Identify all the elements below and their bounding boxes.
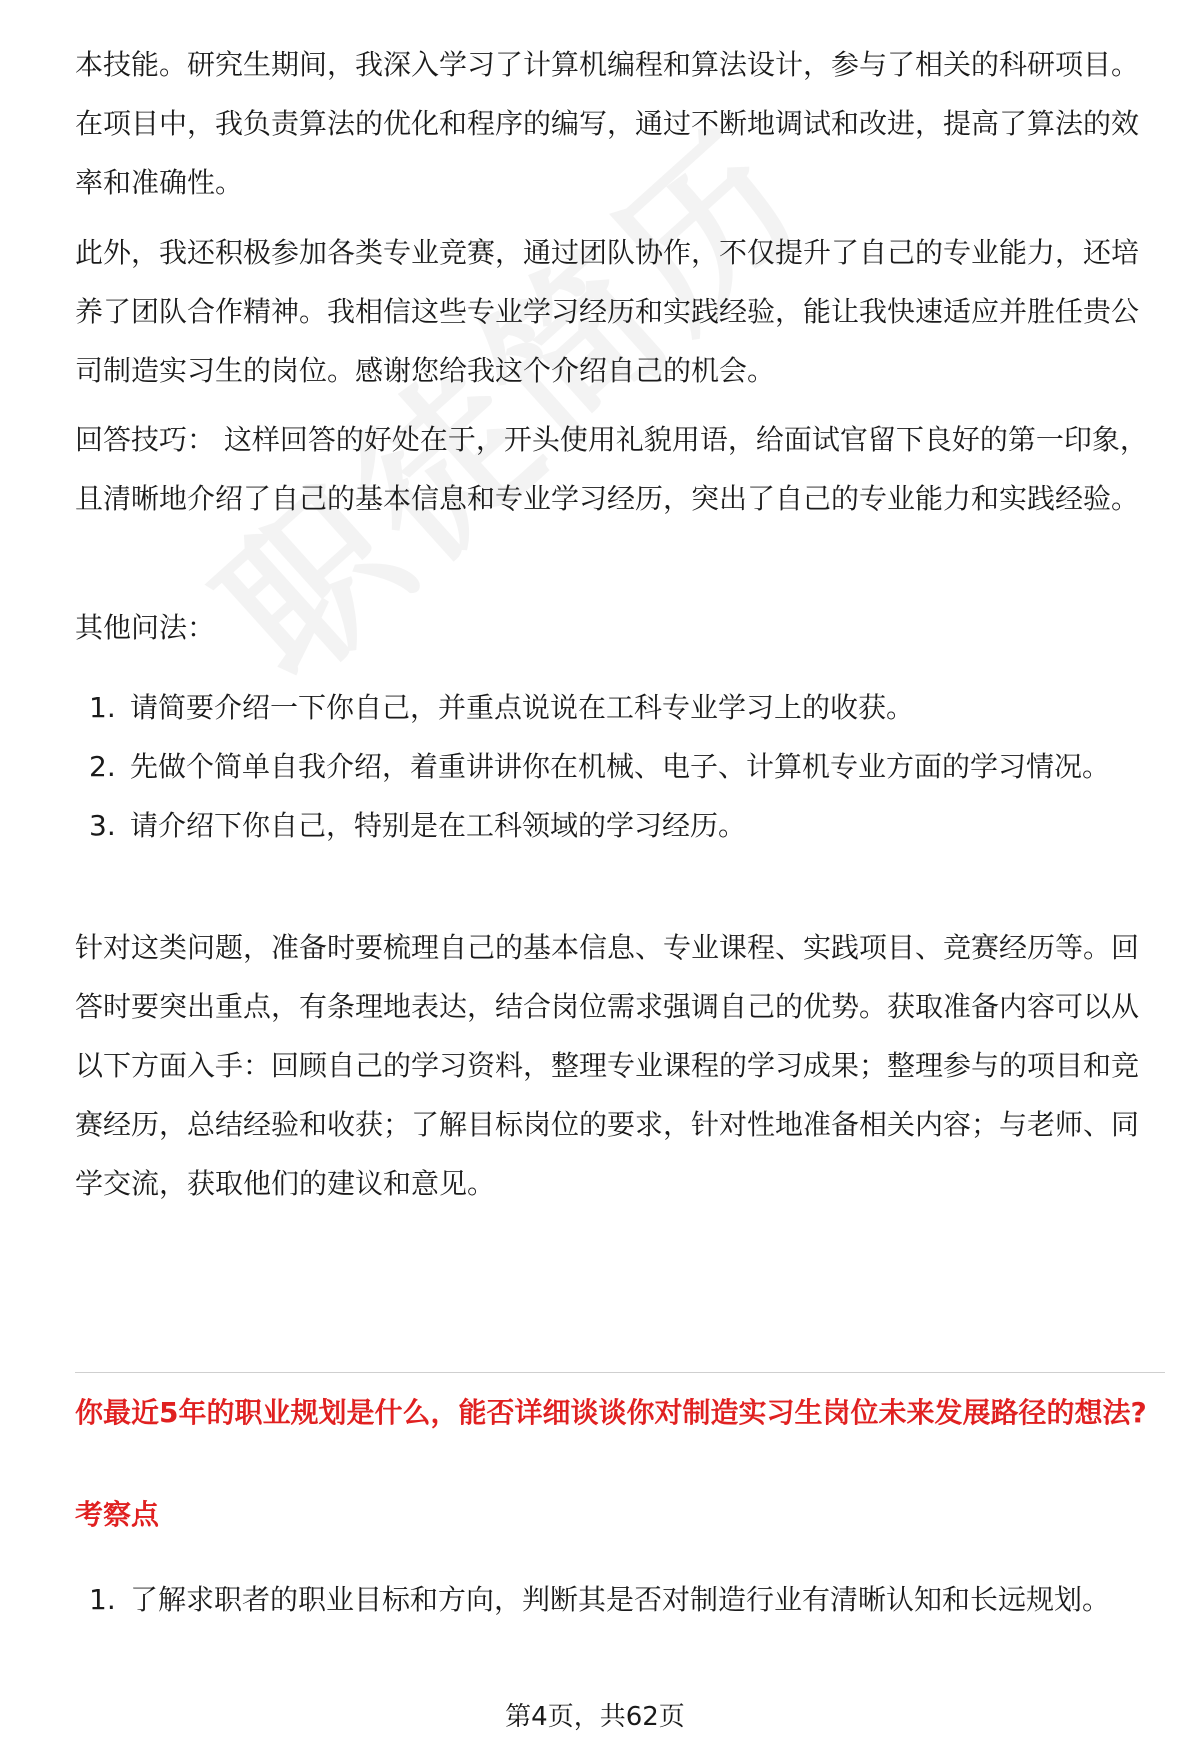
- interview-question-heading: 你最近5年的职业规划是什么，能否详细谈谈你对制造实习生岗位未来发展路径的想法?: [75, 1396, 1147, 1429]
- paragraph-competitions: 此外，我还积极参加各类专业竞赛，通过团队协作，不仅提升了自己的专业能力，还培养了团队合作精神。我相信这些专业学习经历和实践经验，能让我快速适应并胜任贵公司制造实习生的岗位。感谢您给我这个介绍自己的机会。: [75, 236, 1140, 387]
- list-number: 2.: [89, 750, 116, 783]
- checkpoints-list: [75, 1570, 1165, 1629]
- paragraph-intro-continued: 本技能。研究生期间，我深入学习了计算机编程和算法设计，参与了相关的科研项目。在项目中，我负责算法的优化和程序的编写，通过不断地调试和改进，提高了算法的效率和准确性。: [75, 48, 1140, 199]
- page-footer: 第4页，共62页: [505, 1702, 685, 1732]
- list-text: 了解求职者的职业目标和方向，判断其是否对制造行业有清晰认知和长远规划。: [130, 1583, 1111, 1616]
- list-item: [75, 737, 1165, 796]
- list-number: 1.: [89, 691, 116, 724]
- section-divider: [75, 1372, 1165, 1373]
- list-item: [75, 1570, 1165, 1629]
- list-number: 3.: [89, 809, 116, 842]
- other-questions-heading: 其他问法：: [75, 611, 216, 644]
- list-number: 1.: [89, 1583, 116, 1616]
- list-text: 请简要介绍一下你自己，并重点说说在工科专业学习上的收获。: [130, 691, 915, 724]
- other-questions-list: [75, 678, 1165, 855]
- list-item: [75, 678, 1165, 737]
- list-text: 先做个简单自我介绍，着重讲讲你在机械、电子、计算机专业方面的学习情况。: [130, 750, 1111, 783]
- paragraph-answer-tips: 回答技巧： 这样回答的好处在于，开头使用礼貌用语，给面试官留下良好的第一印象，且清晰地介绍了自己的基本信息和专业学习经历，突出了自己的专业能力和实践经验。: [75, 423, 1148, 515]
- section-heading-checkpoints: 考察点: [75, 1498, 160, 1531]
- list-text: 请介绍下你自己，特别是在工科领域的学习经历。: [130, 809, 747, 842]
- list-item: [75, 796, 1165, 855]
- paragraph-preparation-summary: 针对这类问题，准备时要梳理自己的基本信息、专业课程、实践项目、竞赛经历等。回答时要突出重点，有条理地表达，结合岗位需求强调自己的优势。获取准备内容可以从以下方面入手：回顾自己的学习资料，整理专业课程的学习成果；整理参与的项目和竞赛经历，总结经验和收获；了解目标岗位的要求，针对性地准备相关内容；与老师、同学交流，获取他们的建议和意见。: [75, 931, 1140, 1200]
